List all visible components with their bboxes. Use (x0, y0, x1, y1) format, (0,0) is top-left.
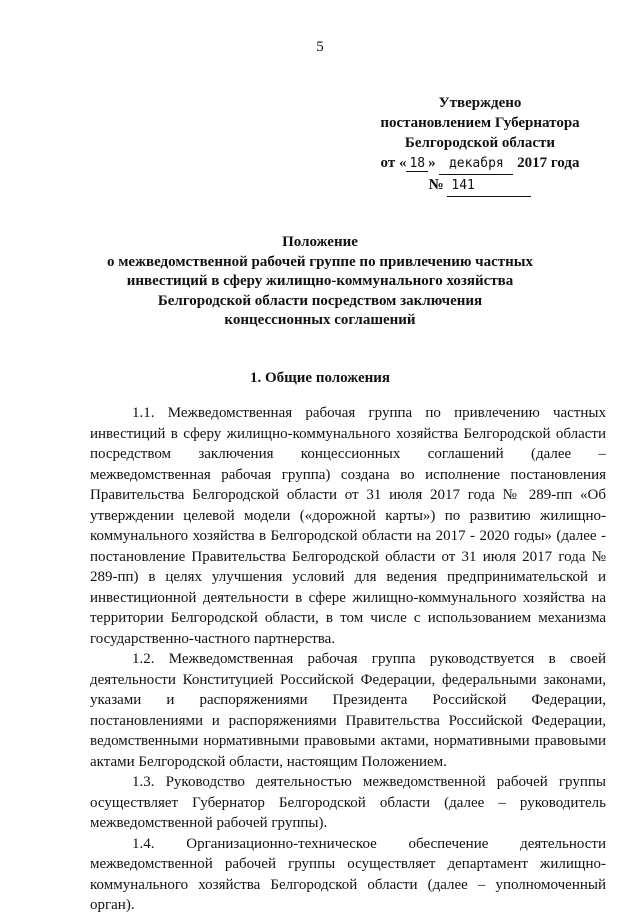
page-number: 5 (316, 39, 324, 55)
approval-date-prefix: от « (380, 155, 407, 171)
approval-date-day: 18 (406, 156, 428, 172)
paragraph-1-2: 1.2. Межведомственная рабочая группа руководствуется в своей деятельности Конституцией Российской Федерации, федеральными законами, указами и распоряжениями Президента Российской Федерации, постановлениями и распоряжениями Правительства Российской Федерации, ведомственными нормативными правовыми актами, нормативными правовыми актами Белгородской области, настоящим Положением. (90, 651, 606, 770)
title-line-5: концессионных соглашений (224, 312, 416, 328)
approval-date (355, 153, 605, 175)
approval-heading: Утверждено (438, 95, 522, 111)
title-line-3: инвестиций в сферу жилищно-коммунального хозяйства (126, 273, 514, 289)
approval-number-value: 141 (447, 176, 531, 197)
title-line-1: Положение (282, 234, 358, 250)
approval-number-sign: № (428, 177, 444, 193)
document-body (90, 403, 606, 916)
paragraph-1-1: 1.1. Межведомственная рабочая группа по привлечению частных инвестиций в сферу жилищно-коммунального хозяйства Белгородской области посредством заключения концессионных соглашений (далее – межведомственная рабочая группа) создана во исполнение постановления Правительства Белгородской области от 31 июля 2017 года № 289-пп «Об утверждении целевой модели («дорожной карты») по развитию жилищно-коммунального хозяйства в Белгородской области на 2017 - 2020 годы» (далее - постановление Правительства Белгородской области от 31 июля 2017 года № 289-пп) в целях улучшения условий для ведения предпринимательской и инвестиционной деятельности в сфере жилищно-коммунального хозяйства на территории Белгородской области, в том числе с использованием механизма государственно-частного партнерства. (90, 405, 606, 647)
approval-date-suffix: 2017 года (517, 155, 580, 171)
approval-date-month: декабря (439, 154, 513, 175)
approval-block (355, 93, 605, 197)
approval-authority: постановлением Губернатора (380, 115, 580, 131)
paragraph-1-4: 1.4. Организационно-техническое обеспечение деятельности межведомственной рабочей группы осуществляет департамент жилищно-коммунального хозяйства Белгородской области (далее – уполномоченный орган). (90, 835, 606, 913)
approval-number (355, 175, 605, 197)
paragraph-1-3: 1.3. Руководство деятельностью межведомственной рабочей группы осуществляет Губернатор Белгородской области (далее – руководитель межведомственной рабочей группы). (90, 774, 606, 831)
section-heading: 1. Общие положения (249, 370, 391, 386)
document-title (60, 233, 580, 331)
approval-date-mid: » (428, 155, 436, 171)
title-line-2: о межведомственной рабочей группе по привлечению частных (106, 253, 534, 270)
title-line-4: Белгородской области посредством заключения (157, 292, 483, 309)
approval-region: Белгородской области (404, 135, 556, 151)
